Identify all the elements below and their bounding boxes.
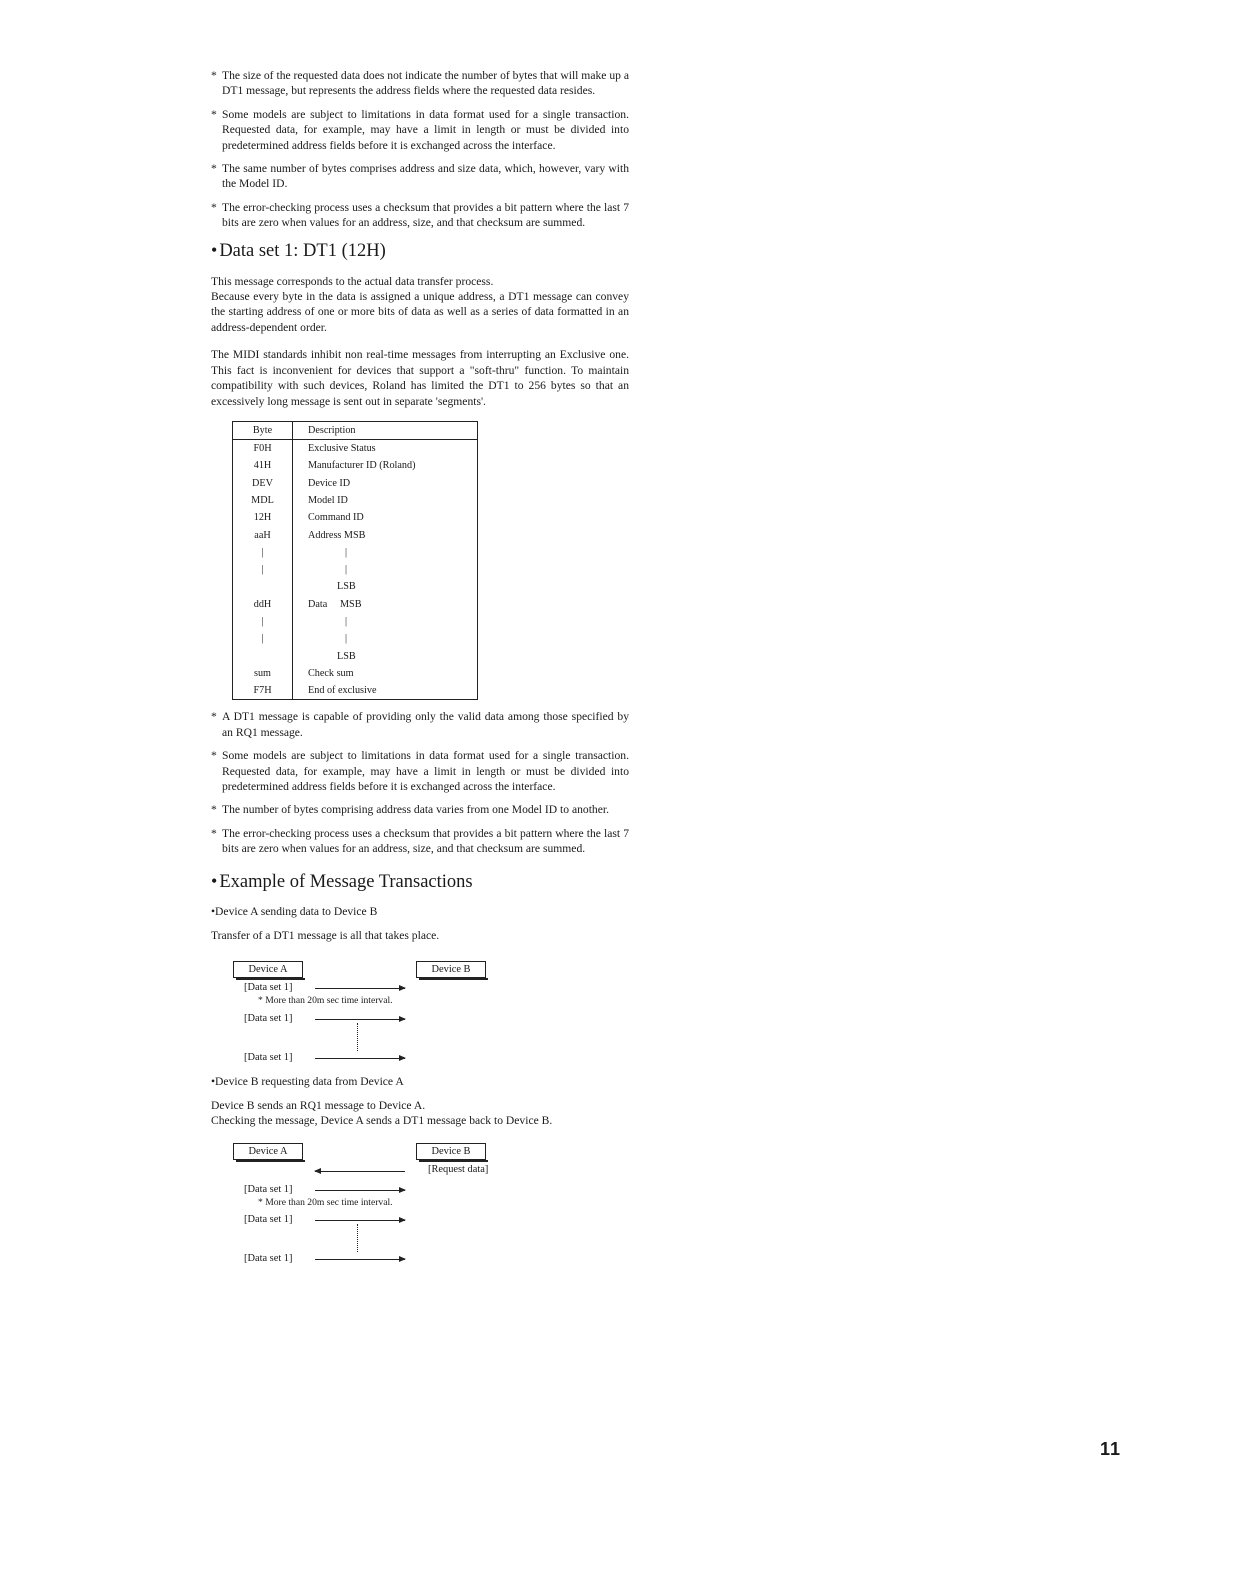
continuation-dots bbox=[357, 1224, 358, 1252]
paragraph-line: Because every byte in the data is assigned a unique address, a DT1 message can convey the starting address of one or more bits of data as well as a series of data formatted in an address-dependent order. bbox=[211, 290, 629, 334]
table-row bbox=[233, 665, 478, 682]
description-cell: | bbox=[345, 633, 348, 645]
text-column bbox=[211, 68, 629, 1265]
column-header: Byte bbox=[233, 421, 293, 439]
device-a-box: Device A bbox=[233, 961, 303, 978]
table-row bbox=[233, 526, 478, 543]
notes-top bbox=[211, 68, 629, 231]
device-b-box: Device B bbox=[416, 1143, 486, 1160]
device-b-box: Device B bbox=[416, 961, 486, 978]
table-row bbox=[233, 578, 478, 595]
table-row bbox=[233, 561, 478, 578]
description-cell: LSB bbox=[337, 581, 356, 593]
data-set-label: [Data set 1] bbox=[244, 1183, 293, 1195]
table-row bbox=[233, 613, 478, 630]
request-data-label: [Request data] bbox=[428, 1163, 489, 1175]
table-row bbox=[233, 544, 478, 561]
description-cell: | bbox=[345, 616, 348, 628]
right-arrow-icon bbox=[315, 1019, 405, 1020]
description-cell: | bbox=[345, 564, 348, 576]
data-set-label: [Data set 1] bbox=[244, 1213, 293, 1225]
right-arrow-icon bbox=[315, 1058, 405, 1059]
dt1-intro-paragraph bbox=[211, 274, 629, 336]
case2-heading: •Device B requesting data from Device A bbox=[211, 1075, 404, 1089]
paragraph-line: This message corresponds to the actual data transfer process. bbox=[211, 274, 494, 288]
table-row bbox=[233, 596, 478, 613]
byte-cell: DEV bbox=[233, 475, 293, 492]
notes-mid bbox=[211, 709, 629, 856]
table-row bbox=[233, 630, 478, 647]
right-arrow-icon bbox=[315, 1220, 405, 1221]
byte-cell: F7H bbox=[233, 682, 293, 700]
byte-cell: ddH bbox=[233, 596, 293, 613]
description-cell: End of exclusive bbox=[308, 685, 377, 697]
section-title: Data set 1: DT1 (12H) bbox=[219, 240, 386, 261]
note-item: * The error-checking process uses a checksum that provides a bit pattern where the last 7 bits are zero when values for an address, size, and that checksum are summed. bbox=[211, 200, 629, 231]
dt1-byte-table bbox=[232, 421, 478, 700]
byte-cell: aaH bbox=[233, 526, 293, 543]
table-header-row bbox=[233, 421, 478, 439]
note-item: * A DT1 message is capable of providing only the valid data among those specified by an RQ1 message. bbox=[211, 709, 629, 740]
table-row bbox=[233, 457, 478, 474]
byte-cell: | bbox=[233, 544, 293, 561]
byte-cell bbox=[233, 578, 293, 595]
note-item: * The number of bytes comprising address data varies from one Model ID to another. bbox=[211, 802, 629, 817]
table-row bbox=[233, 475, 478, 492]
device-a-box: Device A bbox=[233, 1143, 303, 1160]
case2-text bbox=[211, 1098, 629, 1129]
case1-diagram bbox=[211, 953, 631, 1065]
data-set-label: [Data set 1] bbox=[244, 1013, 293, 1025]
note-item: * The same number of bytes comprises address and size data, which, however, vary with the Model ID. bbox=[211, 161, 629, 192]
description-cell: Address MSB bbox=[308, 529, 366, 541]
case2-line: Device B sends an RQ1 message to Device A. bbox=[211, 1099, 426, 1113]
byte-cell: F0H bbox=[233, 439, 293, 457]
description-cell: Data MSB bbox=[308, 598, 362, 610]
note-item: * Some models are subject to limitations in data format used for a single transaction. Requested data, for example, may have a limit in length or must be divided into predetermined address fields before it is exchanged across the interface. bbox=[211, 748, 629, 794]
description-cell: Command ID bbox=[308, 512, 364, 524]
interval-note: * More than 20m sec time interval. bbox=[258, 995, 393, 1007]
right-arrow-icon bbox=[315, 1259, 405, 1260]
section-title: Example of Message Transactions bbox=[219, 871, 473, 892]
description-cell: Manufacturer ID (Roland) bbox=[308, 460, 416, 472]
table-row bbox=[233, 647, 478, 664]
bullet-icon: • bbox=[211, 870, 218, 891]
case1-text: Transfer of a DT1 message is all that takes place. bbox=[211, 928, 440, 942]
description-cell: LSB bbox=[337, 650, 356, 662]
byte-cell: | bbox=[233, 561, 293, 578]
byte-cell: MDL bbox=[233, 492, 293, 509]
byte-cell: 12H bbox=[233, 509, 293, 526]
right-arrow-icon bbox=[315, 988, 405, 989]
note-item: * Some models are subject to limitations in data format used for a single transaction. Requested data, for example, may have a limit in length or must be divided into predetermined address fields before it is exchanged across the interface. bbox=[211, 107, 629, 153]
byte-cell: | bbox=[233, 613, 293, 630]
table-row bbox=[233, 509, 478, 526]
data-set-label: [Data set 1] bbox=[244, 982, 293, 994]
left-arrow-icon bbox=[315, 1171, 405, 1172]
note-item: * The size of the requested data does not indicate the number of bytes that will make up a DT1 message, but represents the address fields where the requested data resides. bbox=[211, 68, 629, 99]
right-arrow-icon bbox=[315, 1190, 405, 1191]
continuation-dots bbox=[357, 1023, 358, 1051]
byte-cell: | bbox=[233, 630, 293, 647]
column-header: Description bbox=[293, 421, 478, 439]
description-cell: Check sum bbox=[308, 667, 354, 679]
description-cell: Model ID bbox=[308, 494, 348, 506]
section-heading-examples bbox=[211, 871, 629, 893]
byte-cell: 41H bbox=[233, 457, 293, 474]
byte-cell bbox=[233, 647, 293, 664]
case2-diagram bbox=[211, 1135, 631, 1265]
bullet-icon: • bbox=[211, 239, 218, 260]
table-row bbox=[233, 682, 478, 700]
byte-cell: sum bbox=[233, 665, 293, 682]
table-row bbox=[233, 439, 478, 457]
description-cell: | bbox=[345, 546, 348, 558]
dt1-midi-paragraph: The MIDI standards inhibit non real-time messages from interrupting an Exclusive one. This fact is inconvenient for devices that support a "soft-thru" function. To maintain compatibility with such devices, Roland has limited the DT1 to 256 bytes so that an excessively long message is sent out in separate 'segments'. bbox=[211, 348, 629, 408]
data-set-label: [Data set 1] bbox=[244, 1252, 293, 1264]
section-heading-dt1 bbox=[211, 240, 629, 262]
data-set-label: [Data set 1] bbox=[244, 1052, 293, 1064]
case1-heading: •Device A sending data to Device B bbox=[211, 904, 378, 918]
description-cell: Exclusive Status bbox=[308, 443, 376, 455]
table-row bbox=[233, 492, 478, 509]
interval-note: * More than 20m sec time interval. bbox=[258, 1196, 393, 1208]
description-cell: Device ID bbox=[308, 477, 351, 489]
case2-line: Checking the message, Device A sends a DT1 message back to Device B. bbox=[211, 1114, 553, 1128]
note-item: * The error-checking process uses a checksum that provides a bit pattern where the last 7 bits are zero when values for an address, size, and that checksum are summed. bbox=[211, 826, 629, 857]
page-number: 11 bbox=[1099, 1439, 1121, 1459]
